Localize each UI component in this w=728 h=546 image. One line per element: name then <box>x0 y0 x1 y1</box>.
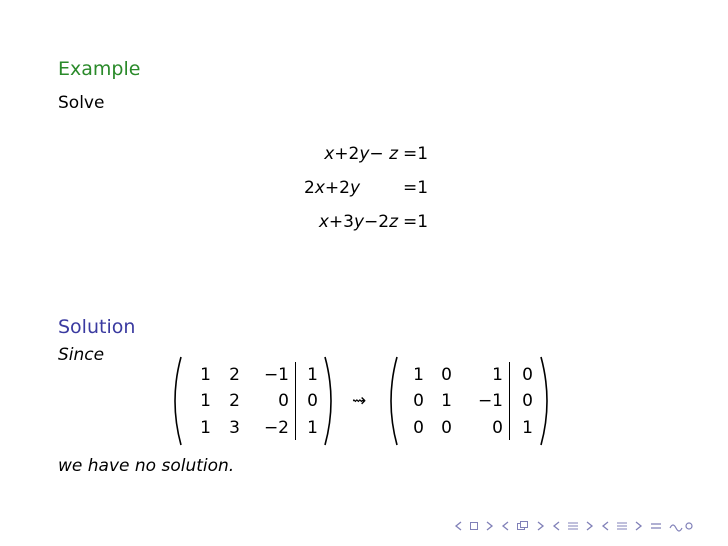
equation-2-lhs: 2x+2y <box>303 178 360 198</box>
navigation-bar[interactable] <box>452 518 718 534</box>
conclusion-text: we have no solution. <box>58 456 235 476</box>
matrix-right-cell-r3-c1: 0 <box>413 418 424 438</box>
right-paren-icon <box>538 355 556 447</box>
solve-prompt: Solve <box>58 93 105 113</box>
matrix-right-cell-r3-c4: 1 <box>522 418 533 438</box>
matrix-right-cell-r2-c1: 0 <box>413 391 424 411</box>
matrix-right-cell-r1-c1: 1 <box>413 365 424 385</box>
matrix-right-augment-bar <box>509 362 510 440</box>
frame-icon <box>469 520 479 532</box>
search-icon[interactable] <box>667 520 697 532</box>
section-icon <box>567 520 579 532</box>
leads-to-arrow: ⇝ <box>352 391 367 411</box>
section-next-icon[interactable] <box>582 520 596 532</box>
matrix-left-cell-r3-c1: 1 <box>200 418 211 438</box>
matrix-left-cell-r3-c3: −2 <box>263 418 289 438</box>
equation-2-rhs: =1 <box>403 178 429 198</box>
subsection-prev-icon[interactable] <box>499 520 513 532</box>
subsubsection-prev-icon[interactable] <box>599 520 613 532</box>
matrix-left-cell-r1-c4: 1 <box>307 365 318 385</box>
matrix-left-cell-r3-c2: 3 <box>229 418 240 438</box>
matrix-left-cell-r1-c1: 1 <box>200 365 211 385</box>
equation-3-rhs: =1 <box>403 212 429 232</box>
matrix-right-cell-r2-c4: 0 <box>522 391 533 411</box>
matrix-left-cell-r2-c2: 2 <box>229 391 240 411</box>
subsubsection-next-icon[interactable] <box>631 520 645 532</box>
matrix-right-cell-r1-c3: 1 <box>492 365 503 385</box>
section-prev-icon[interactable] <box>550 520 564 532</box>
matrix-left-cell-r2-c1: 1 <box>200 391 211 411</box>
example-heading: Example <box>58 58 141 80</box>
since-text: Since <box>58 345 105 365</box>
subsection-next-icon[interactable] <box>533 520 547 532</box>
matrix-right-cell-r3-c3: 0 <box>492 418 503 438</box>
equation-3-lhs: x+3y−2z <box>318 212 398 232</box>
list-icon <box>616 520 628 532</box>
matrix-right-cell-r2-c2: 1 <box>441 391 452 411</box>
equation-1-rhs: =1 <box>403 144 429 164</box>
equation-1-lhs: x+2y− z <box>324 144 398 164</box>
matrix-right-cell-r2-c3: −1 <box>477 391 503 411</box>
subsection-icon <box>516 520 530 532</box>
matrix-left-augment-bar <box>295 362 296 440</box>
matrix-left-cell-r2-c3: 0 <box>278 391 289 411</box>
align-icon[interactable] <box>648 520 664 532</box>
matrix-left-cell-r2-c4: 0 <box>307 391 318 411</box>
solution-heading: Solution <box>58 316 136 338</box>
right-paren-icon <box>322 355 340 447</box>
matrix-left-cell-r1-c2: 2 <box>229 365 240 385</box>
matrix-right-cell-r1-c2: 0 <box>441 365 452 385</box>
matrix-left-cell-r1-c3: −1 <box>263 365 289 385</box>
matrix-right-cell-r1-c4: 0 <box>522 365 533 385</box>
frame-prev-icon[interactable] <box>452 520 466 532</box>
matrix-right-cell-r3-c2: 0 <box>441 418 452 438</box>
frame-next-icon[interactable] <box>482 520 496 532</box>
matrix-left-cell-r3-c4: 1 <box>307 418 318 438</box>
